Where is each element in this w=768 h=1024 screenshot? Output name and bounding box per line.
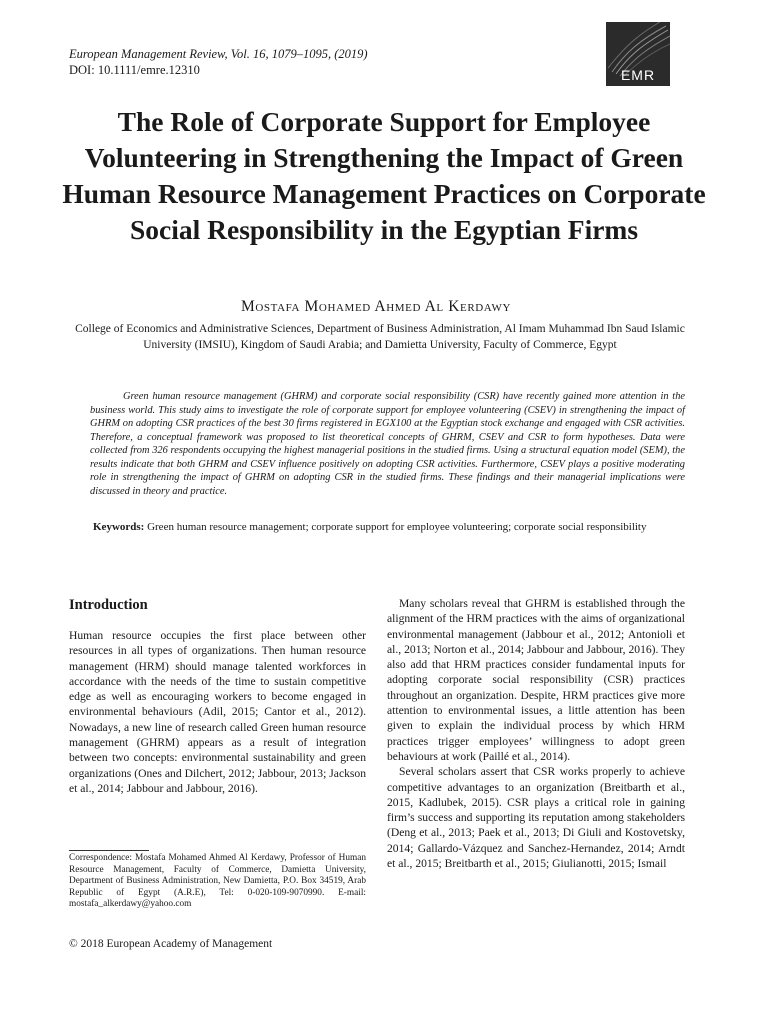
abstract: Green human resource management (GHRM) and corporate social responsibility (CSR) have recently gained more attention in the business world. This study aims to investigate the role of corporate support for employee volunteering (CSEV) in strengthening the impact of GHRM on adopting CSR practices of the best 30 firms registered in EGX100 at the Egyptian stock exchange and engaged with CSR activities. Therefore, a conceptual framework was proposed to list theoretical concepts of GHRM, CSEV and CSR to form hypotheses. Data were collected from 326 respondents occupying the highest managerial positions in the studied firms. Using a structural equation model (SEM), the results indicate that both GHRM and CSEV influence positively on adopting CSR activities. Furthermore, CSEV plays a positive moderating role in strengthening the impact of GHRM on adopting CSR in the studied firms. These findings and their managerial implications were discussed in theory and practice. [90, 391, 685, 497]
body-paragraph: Human resource occupies the first place between other resources in all types of organizations. Then human resource management (HRM) should manage talented workforces in accordance with the needs of the time to sustain competitive edge as well as encouraging workers to become engaged in environmental behaviours (Adil, 2015; Cantor et al., 2012). Nowadays, a new line of research called Green human resource management (GHRM) appears as a result of integration between two concepts: environmental sustainability and green organizations (Ones and Dilchert, 2012; Jabbour, 2013; Jackson et al., 2014; Jabbour and Jabbour, 2016). [69, 629, 366, 795]
keywords-label: Keywords: [93, 521, 145, 533]
footnote-divider [69, 850, 149, 851]
correspondence-footnote: Correspondence: Mostafa Mohamed Ahmed Al Kerdawy, Professor of Human Resource Management, Faculty of Commerce, Damietta University, Department of Business Administration, New Damietta, P.O. Box 34519, Arab Republic of Egypt (A.R.E), Tel: 0-020-109-9070990. E-mail: mostafa_alkerdawy@yahoo.com [69, 853, 366, 910]
copyright-notice: © 2018 European Academy of Management [69, 938, 273, 950]
body-paragraph: Several scholars assert that CSR works properly to achieve competitive advantages to an organization (Breitbarth et al., 2015, Kadlubek, 2015). CSR plays a critical role in gaining firm’s success and supporting its reputation among stakeholders (Deng et al., 2013; Paek et al., 2013; Di Giuli and Kostovetsky, 2014; Gallardo-Vázquez and Sanchez-Hernandez, 2014; Arndt et al., 2015; Breitbarth et al., 2015; Giulianotti, 2015; Ismail [387, 765, 685, 871]
keywords [93, 520, 686, 534]
body-paragraph: Many scholars reveal that GHRM is established through the alignment of the HRM practices with the aims of organizational environmental management (Jabbour et al., 2012; Antonioli et al., 2013; Norton et al., 2014; Jabbour and Jabbour, 2016). They also add that HRM practices consider fundamental inputs for adopting corporate social responsibility (CSR) practices throughout an organization. Despite, HRM practices give more attention to environmental issues, a little attention has been given to explain the individual process by which HRM practices trigger employees’ willingness to adopt green behaviours at work (Paillé et al., 2014). [387, 597, 685, 763]
logo-text: EMR [620, 67, 656, 83]
author-affiliation: College of Economics and Administrative Sciences, Department of Business Administration, Al Imam Muhammad Ibn Saud Islamic University (IMSIU), Kingdom of Saudi Arabia; and Damietta University, Faculty of Commerce, Egypt [75, 323, 685, 351]
author-name: Mostafa Mohamed Ahmed Al Kerdawy [241, 298, 511, 315]
left-column [69, 596, 366, 796]
article-title: The Role of Corporate Support for Employee Volunteering in Strengthening the Impact of Green Human Resource Management Practices on Corporate Social Responsibility in the Egyptian Firms [62, 106, 706, 245]
journal-logo [606, 22, 670, 86]
right-column [387, 596, 685, 871]
doi-link[interactable]: DOI: 10.1111/emre.12310 [69, 63, 200, 77]
section-heading-introduction: Introduction [69, 597, 148, 613]
keywords-text: Green human resource management; corporate support for employee volunteering; corporate social responsibility [147, 521, 647, 533]
journal-citation: European Management Review, Vol. 16, 1079–1095, (2019) [69, 47, 368, 61]
